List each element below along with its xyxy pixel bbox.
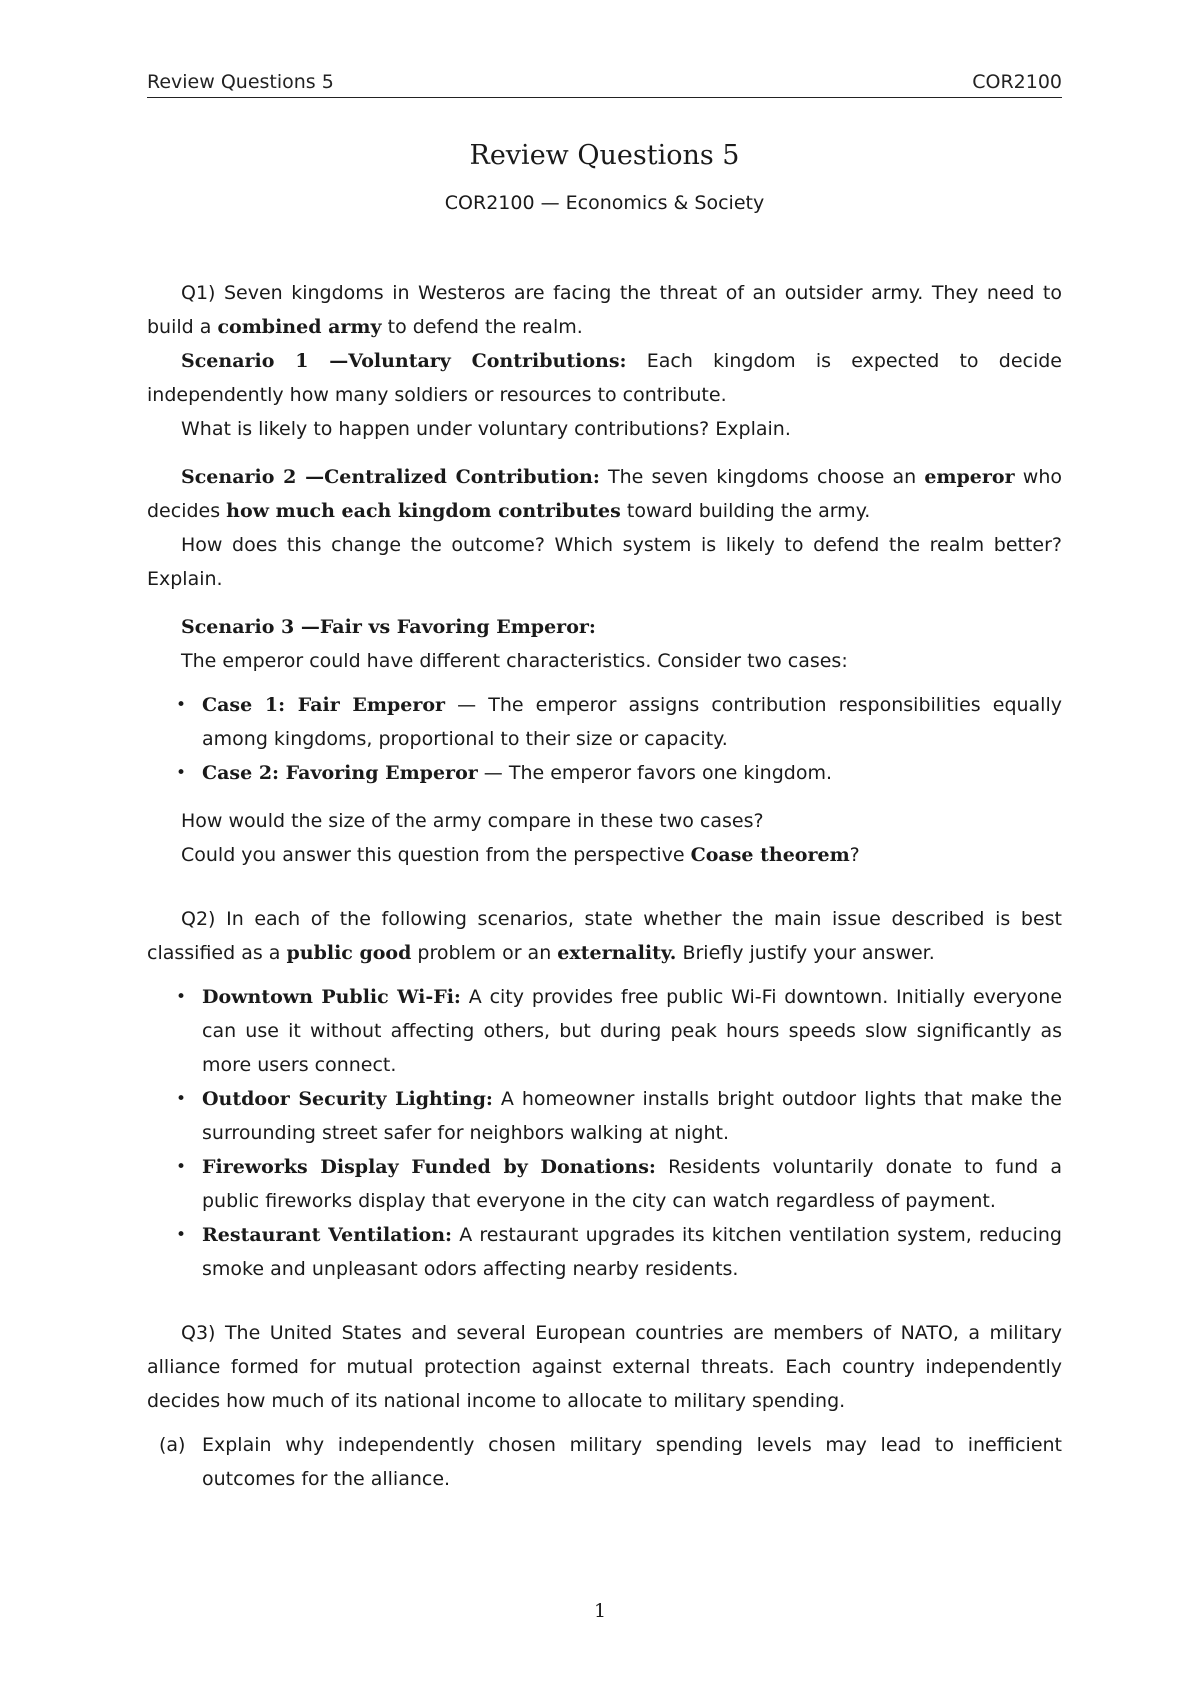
q2-label: Q2) [181,908,216,930]
case-1-text: — The emperor assigns contribution responsibilities equally among kingdoms, proportional to their size or capacity. [202,694,1062,750]
list-item [147,980,1062,1082]
q1-coase-end: ? [849,844,860,866]
q1-coase-text: Could you answer this question from the perspective [181,844,691,866]
q2-intro-b: problem or an [411,942,558,964]
q2-item-4-title: Restaurant Ventilation: [202,1224,453,1246]
q2-item-1-title: Downtown Public Wi-Fi: [202,986,461,1008]
list-item [147,1150,1062,1218]
q2-item-3-title: Fireworks Display Funded by Donations: [202,1156,656,1178]
q2-bold-b: externality. [557,942,677,964]
document-title: Review Questions 5 [469,140,740,171]
scenario-3-title-text: Scenario 3 —Fair vs Favoring Emperor: [181,616,596,638]
q1-intro [147,276,1062,344]
q2-item-2-title: Outdoor Security Lighting: [202,1088,493,1110]
q2-scenario-list [147,980,1062,1286]
q1-label: Q1) [181,282,216,304]
scenario-2-text-c: toward building the army. [620,500,871,522]
case-2-title: Case 2: Favoring Emperor [202,762,478,784]
scenario-2-bold-b: how much each kingdom contributes [226,500,621,522]
q2-item-3-text: Residents voluntarily donate to fund a public fireworks display that everyone in the city can watch regardless of payment. [202,1156,1062,1212]
q3-intro [147,1316,1062,1418]
scenario-2-question: How does this change the outcome? Which system is likely to defend the realm better? Explain. [147,534,1062,590]
q2-bold-a: public good [286,942,412,964]
q3-part-a-label: (a) [159,1434,186,1456]
header-left: Review Questions 5 [147,71,334,93]
q1-compare-question: How would the size of the army compare in these two cases? [181,810,764,832]
scenario-2-title: Scenario 2 —Centralized Contribution: [181,466,600,488]
q2-intro [147,902,1062,970]
q2-item-1-text: A city provides free public Wi-Fi downtown. Initially everyone can use it without affecting others, but during peak hours speeds slow significantly as more users connect. [202,986,1063,1076]
q3-label: Q3) [181,1322,216,1344]
q2-intro-c: Briefly justify your answer. [676,942,935,964]
q2-item-4-text: A restaurant upgrades its kitchen ventilation system, reducing smoke and unpleasant odors affecting nearby residents. [202,1224,1062,1280]
document-subtitle: COR2100 — Economics & Society [444,192,765,214]
scenario-2-text-a: The seven kingdoms choose an [599,466,925,488]
q3-parts [147,1428,1062,1496]
list-item [147,756,1062,790]
list-item [147,1428,1062,1496]
scenario-2-text-b: who decides [147,466,1062,522]
q2-intro-a: In each of the following scenarios, state whether the main issue described is best classified as a [147,908,1062,964]
q3-part-a-text: Explain why independently chosen military spending levels may lead to inefficient outcomes for the alliance. [202,1434,1062,1490]
case-list [147,688,1062,790]
scenario-1-question: What is likely to happen under voluntary contributions? Explain. [181,418,791,440]
scenario-2-bold-a: emperor [924,466,1015,488]
q1-intro-text: Seven kingdoms in Westeros are facing the threat of an outsider army. They need to build a [147,282,1062,338]
q1-intro-bold: combined army [217,316,382,338]
scenario-3-title [147,610,1062,644]
q1-intro-text-end: to defend the realm. [381,316,583,338]
case-1-title: Case 1: Fair Emperor [202,694,446,716]
page-number: 1 [593,1600,607,1622]
scenario-1 [147,344,1062,412]
header-right: COR2100 [972,71,1062,93]
running-header [147,71,1062,98]
list-item [147,1082,1062,1150]
q1-coase-bold: Coase theorem [690,844,850,866]
scenario-1-title: Scenario 1 —Voluntary Contributions: [181,350,627,372]
scenario-1-text: Each kingdom is expected to decide independently how many soldiers or resources to contribute. [147,350,1062,406]
case-2-text: — The emperor favors one kingdom. [477,762,833,784]
q3-intro-text: The United States and several European countries are members of NATO, a military alliance formed for mutual protection against external threats. Each country independently decides how much of its national income to allocate to military spending. [147,1322,1062,1412]
document-body [147,276,1062,1496]
q2-item-2-text: A homeowner installs bright outdoor lights that make the surrounding street safer for neighbors walking at night. [202,1088,1062,1144]
list-item [147,688,1062,756]
scenario-2 [147,460,1062,528]
list-item [147,1218,1062,1286]
q1-coase-question [147,838,1062,872]
scenario-3-text: The emperor could have different characteristics. Consider two cases: [181,650,848,672]
